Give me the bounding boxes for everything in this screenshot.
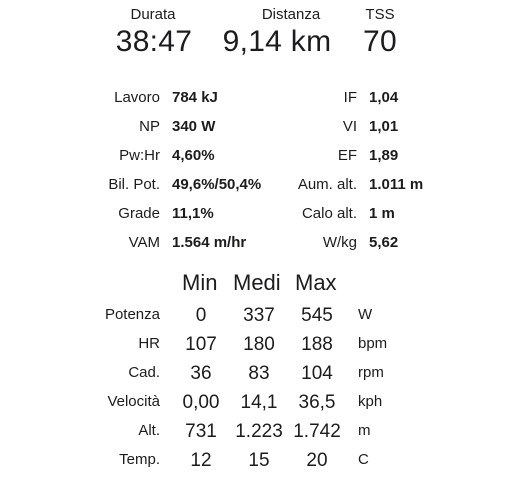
tss-value: 70 — [363, 25, 397, 58]
power-avg: 337 — [243, 305, 275, 326]
cadence-unit: rpm — [358, 364, 384, 381]
ef-value: 1,89 — [369, 147, 399, 164]
elevation-loss-label: Calo alt. — [301, 205, 357, 222]
pwhr-value: 4,60% — [172, 147, 215, 164]
cadence-max: 104 — [301, 363, 333, 384]
cadence-avg: 83 — [248, 363, 270, 384]
grade-label: Grade — [118, 205, 160, 222]
if-label: IF — [343, 89, 357, 106]
temperature-avg: 15 — [248, 450, 270, 471]
speed-min: 0,00 — [182, 392, 220, 413]
distance-value: 9,14 km — [222, 25, 332, 58]
max-header: Max — [295, 270, 337, 295]
min-header: Min — [182, 270, 218, 295]
power-min: 0 — [195, 305, 207, 326]
altitude-min: 731 — [185, 421, 217, 442]
altitude-unit: m — [358, 422, 371, 439]
distance-label: Distanza — [261, 6, 321, 23]
power-balance-label: Bil. Pot. — [108, 176, 160, 193]
elevation-loss-value: 1 m — [369, 205, 395, 222]
grade-value: 11,1% — [172, 205, 214, 222]
altitude-avg: 1.223 — [235, 421, 283, 442]
duration-value: 38:47 — [115, 25, 193, 58]
speed-max: 36,5 — [298, 392, 336, 413]
work-label: Lavoro — [114, 89, 160, 106]
wkg-label: W/kg — [322, 234, 357, 251]
speed-avg: 14,1 — [240, 392, 278, 413]
hr-min: 107 — [185, 334, 217, 355]
ef-label: EF — [337, 147, 357, 164]
power-row-label: Potenza — [104, 306, 160, 323]
vi-label: VI — [342, 118, 357, 135]
work-value: 784 kJ — [172, 89, 218, 106]
cadence-min: 36 — [190, 363, 212, 384]
vam-value: 1.564 m/hr — [172, 234, 247, 251]
wkg-value: 5,62 — [369, 234, 399, 251]
hr-unit: bpm — [358, 335, 388, 352]
speed-unit: kph — [358, 393, 383, 410]
power-max: 545 — [301, 305, 333, 326]
hr-avg: 180 — [243, 334, 275, 355]
vi-value: 1,01 — [369, 118, 399, 135]
hr-max: 188 — [301, 334, 333, 355]
temperature-unit: C — [358, 451, 369, 468]
power-balance-value: 49,6%/50,4% — [172, 176, 262, 193]
temperature-row-label: Temp. — [119, 451, 160, 468]
speed-row-label: Velocità — [107, 393, 160, 410]
cadence-row-label: Cad. — [128, 364, 160, 381]
vam-label: VAM — [128, 234, 160, 251]
if-value: 1,04 — [369, 89, 399, 106]
altitude-row-label: Alt. — [138, 422, 160, 439]
temperature-max: 20 — [306, 450, 328, 471]
hr-row-label: HR — [138, 335, 160, 352]
power-unit: W — [358, 306, 373, 323]
tss-label: TSS — [365, 6, 395, 23]
elevation-gain-label: Aum. alt. — [297, 176, 357, 193]
np-value: 340 W — [172, 118, 216, 135]
duration-label: Durata — [130, 6, 176, 23]
altitude-max: 1.742 — [293, 421, 341, 442]
temperature-min: 12 — [190, 450, 212, 471]
np-label: NP — [139, 118, 160, 135]
avg-header: Medi — [233, 270, 281, 295]
pwhr-label: Pw:Hr — [119, 147, 160, 164]
elevation-gain-value: 1.011 m — [369, 176, 424, 193]
